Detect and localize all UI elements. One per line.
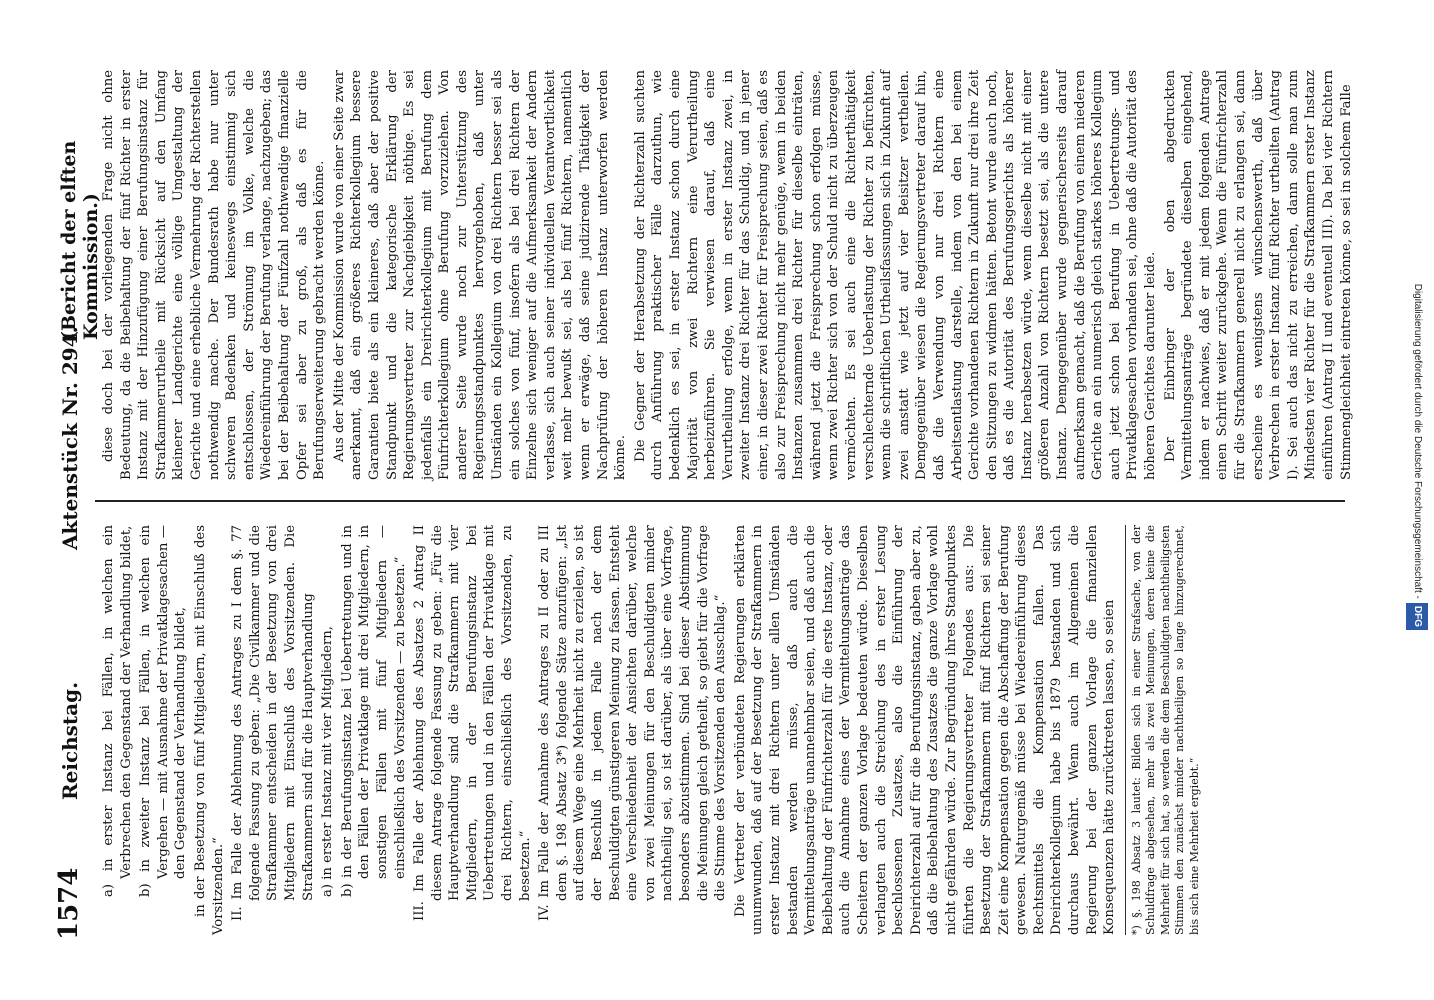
page-number: 1574 xyxy=(54,867,84,940)
right-column xyxy=(100,70,1357,480)
list-item: II. Im Falle der Ablehnung des Antrages zu I dem §. 77 folgende Fassung zu geben: „Die Civilkammer und die Strafkammer entscheiden in der Besetzung von drei Mitgliedern mit Einschluß des Vorsitzenden. Die Strafkammern sind für die Hauptverhandlung xyxy=(230,525,316,921)
paragraph: diese doch bei der vorliegenden Frage nicht ohne Bedeutung, da die Beibehaltung der fünf Richter in erster Instanz mit der Hinzufügung einer Berufungsinstanz für Strafkammerurtheile mit Rücksicht auf den Umfang kleinerer Landgerichte eine völlige Umgestaltung der Gerichte und eine erhebliche Vermehrung der Richterstellen nothwendig mache. Der Bundesrath habe nur unter schweren Bedenken und keineswegs einstimmig sich entschlossen, der Strömung im Volke, welche die Wiedereinführung der Berufung verlange, nachzugeben; das bei der Beibehaltung der Fünfzahl nothwendige finanzielle Opfer sei aber zu groß, als daß es für die Berufungserweiterung gebracht werden könne. xyxy=(101,70,328,480)
list-item: a) in erster Instanz bei Fällen, in welchen ein Verbrechen den Gegenstand der Verhandlung bildet, xyxy=(101,525,134,897)
list-item: b) in der Berufungsinstanz bei Uebertretungen und in den Fällen der Privatklage mit drei Mitgliedern, in sonstigen Fällen mit fünf Mitgliedern — einschließlich des Vorsitzenden — zu besetzen.“ xyxy=(339,525,408,897)
left-column xyxy=(100,525,1202,935)
list-item: b) in zweiter Instanz bei Fällen, in welchen ein Vergehen — mit Ausnahme der Privatklagesachen — den Gegenstand der Verhandlung bildet, xyxy=(138,525,189,897)
header-report-title: (Bericht der elften Kommission.) xyxy=(58,140,102,340)
page-header xyxy=(50,60,102,940)
paragraph: Die Vertreter der verbündeten Regierungen erklärten unumwunden, daß auf der Besetzung der Strafkammern in erster Instanz mit drei Richtern unter allen Umständen bestanden werden müsse, daß auch die Vermittelungsanträge unannehmbar seien, und daß auch die Beibehaltung der Fünfrichterzahl für die erste Instanz, oder auch die Annahme eines der Vermittelungsanträge das Scheitern der ganzen Vorlage bedeuten würde. Dieselben verlangten auch die Streichung des in erster Lesung beschlossenen Zusatzes, also die Einführung der Dreirichterzahl auf für die Berufungsinstanz, gaben aber zu, daß die Beibehaltung des Zusatzes die ganze Vorlage wohl nicht gefährden würde. Zur Begründung ihres Standpunktes führten die Regierungsvertreter Folgendes aus: Die Besetzung der Strafkammern mit fünf Richtern sei seiner Zeit eine Kompensation gegen die Abschaffung der Berufung gewesen. Naturgemäß müsse bei Wiedereinführung dieses Rechtsmittels die Kompensation fallen. Das Dreirichterkollegium habe bis 1879 bestanden und sich durchaus bewährt. Wenn auch im Allgemeinen die Regierung bei der ganzen Vorlage die finanziellen Konsequenzen hätte zurücktreten lassen, so seien xyxy=(732,525,1118,935)
credit-text: Digitalisierung gefördert durch die Deutsche Forschungsgemeinschaft - xyxy=(1412,283,1423,599)
column-divider xyxy=(95,500,1345,502)
paragraph: Die Gegner der Herabsetzung der Richterzahl suchten durch Anführung praktischer Fälle darzuthun, wie bedenklich es sei, in erster Instanz schon durch eine Majorität von zwei Richtern eine Verurtheilung herbeizuführen. Sie verwiesen darauf, daß eine Verurtheilung erfolge, wenn in erster Instanz zwei, in zweiter Instanz drei Richter für das Schuldig, und in jener einer, in dieser zwei Richter für Freisprechung seien, daß es also zur Freisprechung nicht mehr genüge, wenn in beiden Instanzen zusammen drei Richter für dieselbe einträten, während jetzt die Freisprechung schon erfolgen müsse, wenn zwei Richter sich von der Schuld nicht zu überzeugen vermöchten. Es sei auch eine die Richterthätigkeit verschlechternde Ueberlastung der Richter zu befürchten, wenn die schriftlichen Urtheilsfassungen sich in Zukunft auf zwei anstatt wie jetzt auf vier Beisitzer vertheilen. Demgegenüber wiesen die Regierungsvertreter darauf hin, daß die Verwendung von nur drei Richtern eine Arbeitsentlastung darstelle, indem von den bei einem Gerichte vorhandenen Richtern in Zukunft nur drei ihre Zeit den Sitzungen zu widmen hätten. Betont wurde auch noch, daß es die Autorität des Berufungsgerichts als höherer Instanz herabsetzen würde, wenn dieselbe nicht mit einer größeren Anzahl von Richtern besetzt sei, als die untere Instanz. Demgegenüber wurde gegnerischerseits darauf aufmerksam gemacht, daß die Berufung von einem niederen Gerichte an ein numerisch gleich starkes höheres Kollegium auch jetzt schon bei Berufung in Uebertretungs- und Privatklagesachen vorhanden sei, ohne daß die Autorität des höheren Gerichtes darunter leide. xyxy=(632,70,1159,480)
header-body: Reichstag. xyxy=(58,681,82,800)
list-item: III. Im Falle der Ablehnung des Absatzes 2 Antrag II diesem Antrage folgende Fassung zu geben: „Für die Hauptverhandlung sind die Strafkammern mit vier Mitgliedern, in der Berufungsinstanz bei Uebertretungen und in den Fällen der Privatklage mit drei Richtern, einschließlich des Vorsitzenden, zu besetzen.“ xyxy=(412,525,533,921)
paragraph: in der Besetzung von fünf Mitgliedern, mit Einschluß des Vorsitzenden.“ xyxy=(192,525,226,935)
paragraph: Aus der Mitte der Kommission wurde von einer Seite zwar anerkannt, daß ein größeres Richterkollegium bessere Garantien biete als ein kleineres, daß aber der positive Standpunkt und die kategorische Erklärung der Regierungsvertreter zur Nachgiebigkeit nöthige. Es sei jedenfalls ein Dreirichterkollegium mit Berufung dem Fünfrichterkollegium ohne Berufung vorzuziehen. Von anderer Seite wurde noch zur Unterstützung des Regierungsstandpunktes hervorgehoben, daß unter Umständen ein Kollegium von drei Richtern besser sei als ein solches von fünf, insofern als bei drei Richtern der Einzelne sich weniger auf die Aufmerksamkeit der Andern verlasse, sich auch seiner individuellen Verantwortlichkeit weit mehr bewußt sei, als bei fünf Richtern, namentlich wenn er erwäge, daß seine judizirende Thätigkeit der Nachprüfung der höheren Instanz unterworfen werden könne. xyxy=(331,70,629,480)
paragraph: Der Einbringer der oben abgedruckten Vermittelungsanträge begründete dieselben eingehend, indem er nachwies, daß er mit jedem folgenden Antrage einen Schritt weiter zurückgehe. Wenn die Fünfrichterzahl für die Strafkammern generell nicht zu erlangen sei, dann erscheine es wenigstens wünschenswerth, daß über Verbrechen in erster Instanz fünf Richter urtheilten (Antrag I). Sei auch das nicht zu erreichen, dann solle man zum Mindesten vier Richter für die Strafkammern erster Instanz einführen (Antrag II und eventuell III). Da bei vier Richtern Stimmengleichheit eintreten könne, so sei in solchem Falle xyxy=(1162,70,1354,480)
footnote: *) §. 198 Absatz 3 lautet: Bilden sich in einer Strafsache, von der Schuldfrage abgesehen, mehr als zwei Meinungen, deren keine die Mehrheit für sich hat, so werden die dem Beschuldigten nachtheiligsten Stimmen den zunächst minder nachtheiligen so lange hinzugerechnet, bis sich eine Mehrheit ergiebt.“ xyxy=(1125,525,1203,935)
list-item: IV. Im Falle der Annahme des Antrages zu II oder zu III dem §. 198 Absatz 3*) folgende Sätze anzufügen: „Ist auf diesem Wege eine Mehrheit nicht zu erzielen, so ist der Beschluß in jedem Falle nach der dem Beschuldigten günstigeren Meinung zu fassen. Entsteht eine Verschiedenheit der Ansichten darüber, welche von zwei Meinungen für den Beschuldigten minder nachtheilig sei, so ist darüber, als über eine Vorfrage, besonders abzustimmen. Sind bei dieser Abstimmung die Meinungen gleich getheilt, so giebt für die Vorfrage die Stimme des Vorsitzenden den Ausschlag.“ xyxy=(537,525,729,921)
dfg-logo: DFG xyxy=(1406,603,1428,630)
list-item: a) in erster Instanz mit vier Mitgliedern, xyxy=(320,626,336,897)
digitization-credit xyxy=(1406,10,1428,630)
header-document-number: Aktenstück Nr. 294. xyxy=(58,326,82,550)
